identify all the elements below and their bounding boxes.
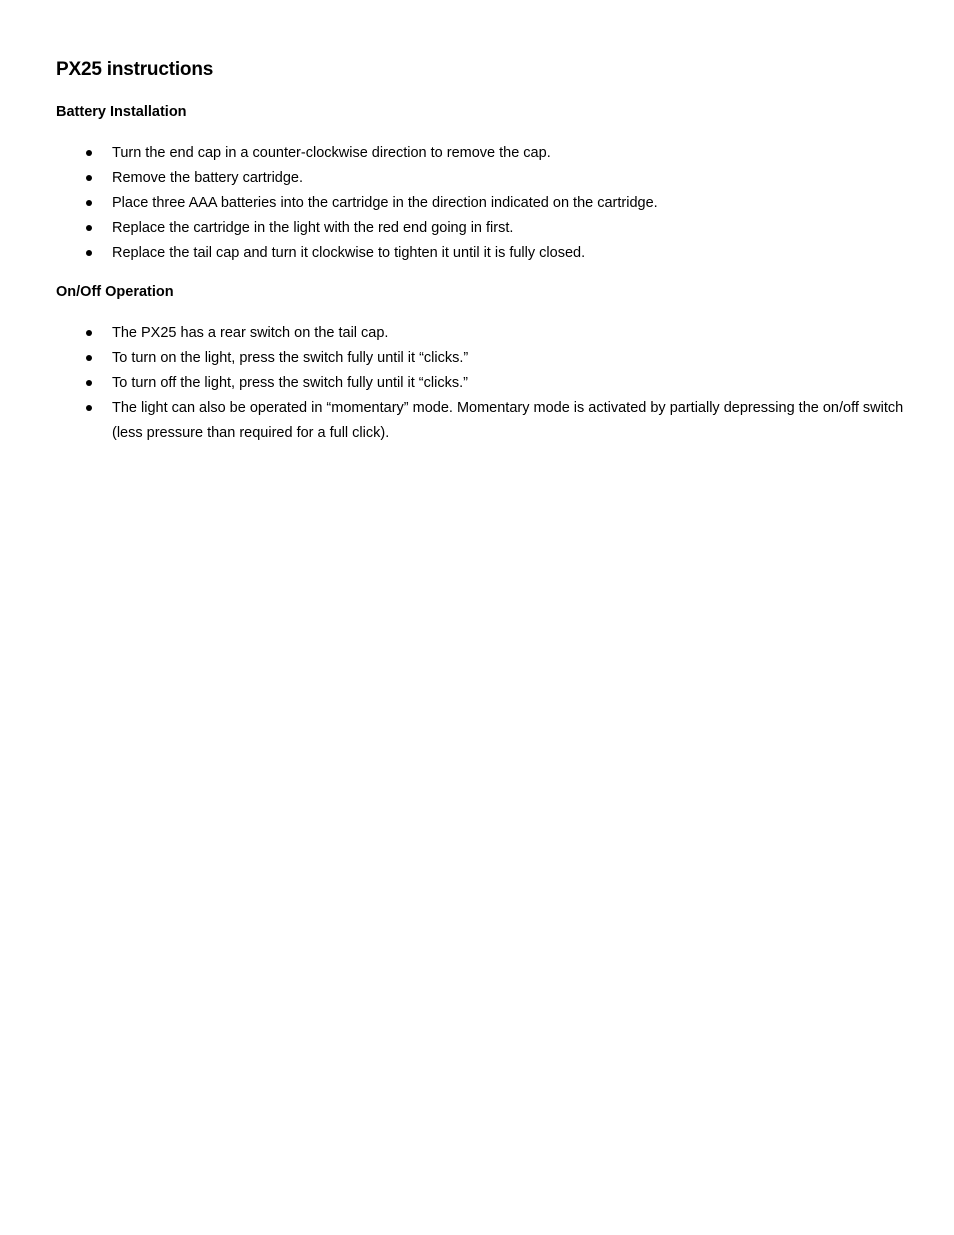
list-item-text: The PX25 has a rear switch on the tail cap. [112,325,389,341]
list-item-text: The light can also be operated in “momentary” mode. Momentary mode is activated by partially depressing the on/off switch (less pressure than required for a full click). [112,400,904,441]
bullet-icon [86,405,92,411]
bullet-icon [86,330,92,336]
list-item [0,371,954,396]
list-item-text: To turn off the light, press the switch fully until it “clicks.” [112,375,468,391]
list-item [0,141,954,166]
list-item [0,241,954,266]
list-item [0,191,954,216]
document-title: PX25 instructions [56,59,214,80]
bullet-icon [86,150,92,156]
list-item-text: Place three AAA batteries into the cartridge in the direction indicated on the cartridge. [112,195,658,211]
list-item-text: Remove the battery cartridge. [112,170,304,186]
bullet-icon [86,225,92,231]
bullet-icon [86,380,92,386]
bullet-icon [86,200,92,206]
list-item [0,396,954,445]
list-item [0,346,954,371]
on-off-operation-list [0,321,954,446]
list-item-text: Replace the tail cap and turn it clockwise to tighten it until it is fully closed. [112,245,586,261]
list-item-text: Replace the cartridge in the light with the red end going in first. [112,220,514,236]
bullet-icon [86,250,92,256]
list-item-text: To turn on the light, press the switch fully until it “clicks.” [112,350,469,366]
list-item [0,166,954,191]
list-item-text: Turn the end cap in a counter-clockwise direction to remove the cap. [112,145,551,161]
list-item [0,321,954,346]
battery-installation-list [0,141,954,266]
list-item [0,216,954,241]
bullet-icon [86,355,92,361]
bullet-icon [86,175,92,181]
section-heading-on-off-operation: On/Off Operation [56,284,174,300]
section-heading-battery-installation: Battery Installation [56,104,187,120]
